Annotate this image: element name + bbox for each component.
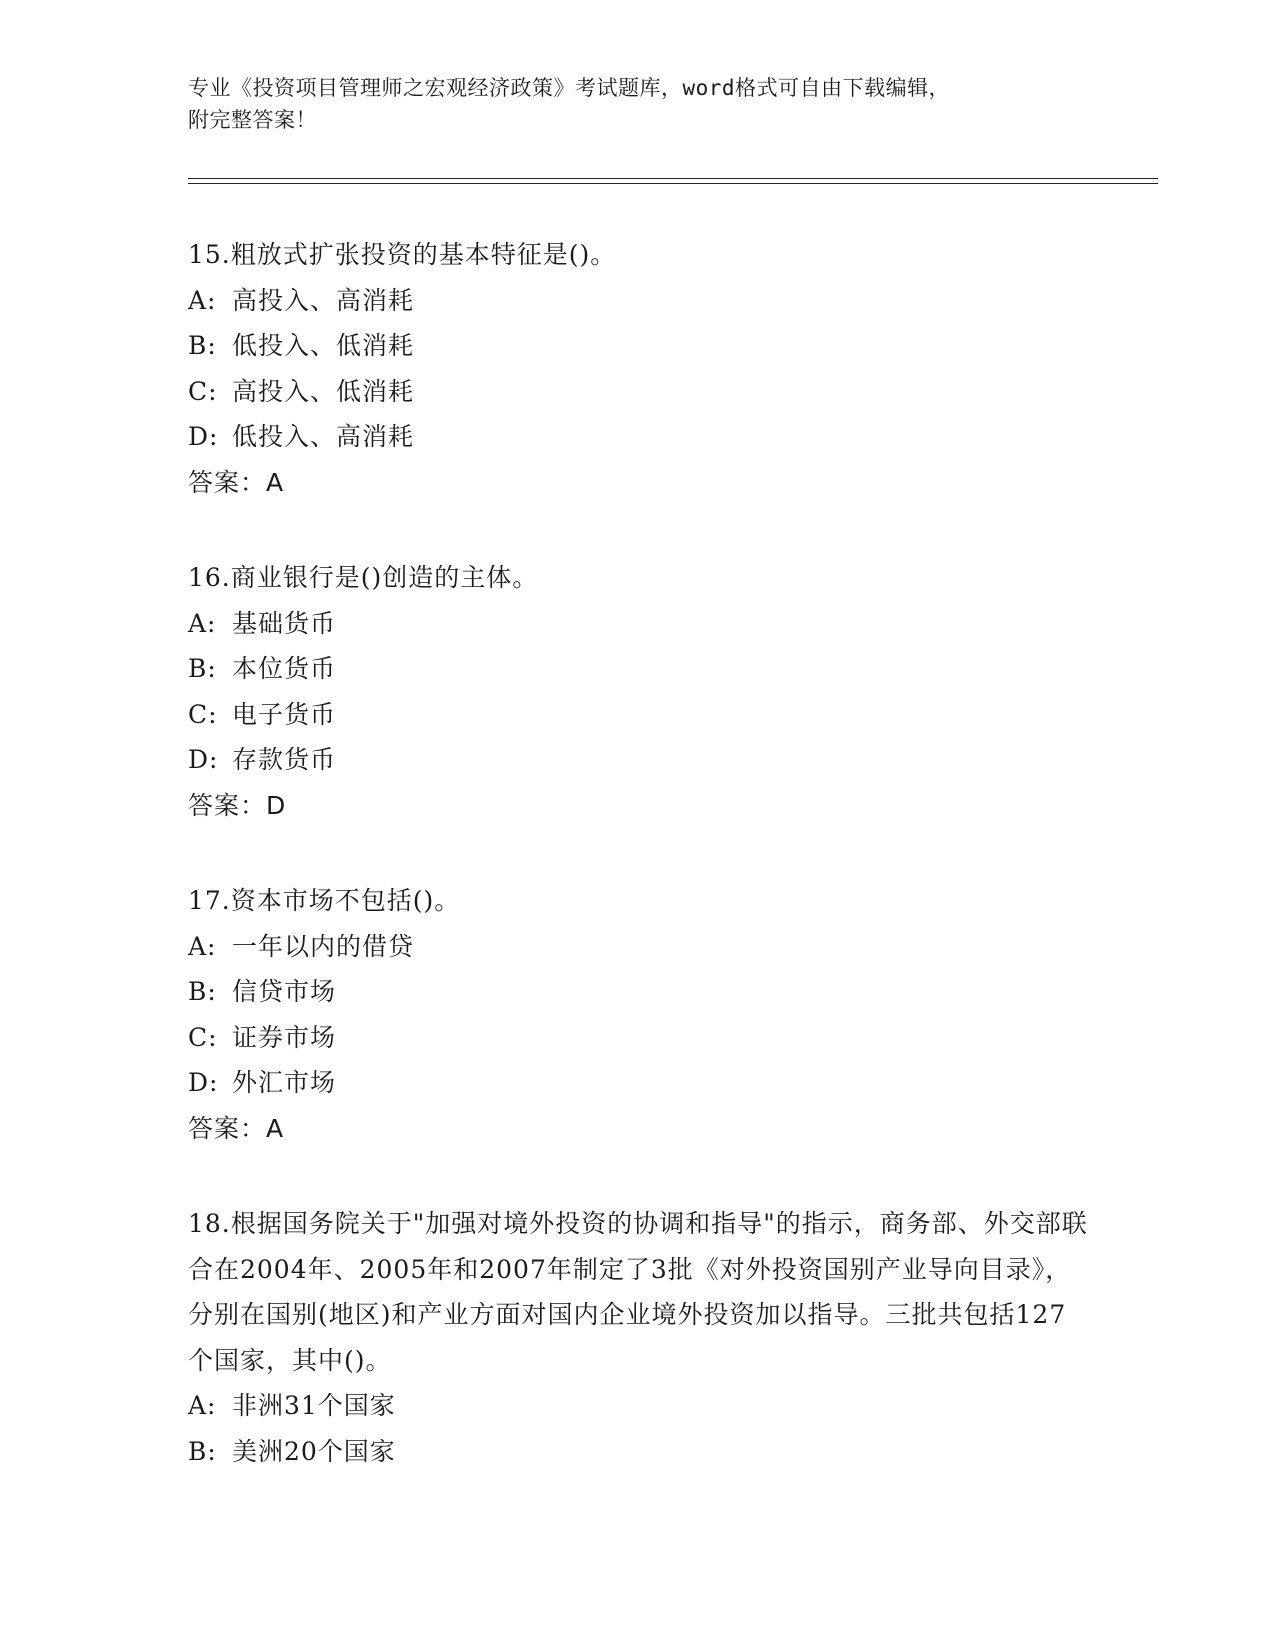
option-text: 高投入、高消耗 [232, 285, 415, 315]
option-a [188, 278, 1088, 324]
option-b [188, 1429, 1088, 1475]
option-d [188, 1060, 1088, 1106]
header-line-2: 附完整答案！ [188, 108, 317, 132]
option-text: 存款货币 [232, 745, 337, 774]
option-b [188, 969, 1088, 1015]
option-letter: B: [188, 1436, 217, 1466]
answer-line: 答案：A [188, 1113, 285, 1143]
option-letter: C: [188, 699, 218, 729]
option-letter: B: [188, 331, 217, 360]
header-divider-top [188, 178, 1158, 179]
question-stem: 15.粗放式扩张投资的基本特征是()。 [188, 240, 617, 269]
option-letter: A: [188, 1391, 217, 1420]
question-stem: 16.商业银行是()创造的主体。 [188, 563, 539, 592]
option-text: 高投入、低消耗 [232, 376, 415, 406]
option-text: 非洲31个国家 [232, 1391, 396, 1420]
question-16 [188, 555, 1088, 828]
option-b [188, 646, 1088, 692]
option-letter: A: [188, 285, 217, 315]
option-d [188, 737, 1088, 783]
option-letter: A: [188, 608, 217, 638]
option-c [188, 1015, 1088, 1061]
option-letter: D: [188, 745, 219, 774]
option-text: 信贷市场 [232, 977, 337, 1006]
option-b [188, 323, 1088, 369]
option-text: 一年以内的借贷 [232, 931, 415, 961]
option-c [188, 369, 1088, 415]
option-text: 基础货币 [232, 608, 337, 638]
header-divider-bottom [188, 183, 1158, 184]
option-text: 电子货币 [232, 699, 337, 729]
question-18 [188, 1201, 1088, 1474]
option-text: 低投入、高消耗 [232, 422, 415, 451]
answer-line: 答案：D [188, 790, 287, 820]
option-text: 证券市场 [232, 1022, 337, 1052]
answer-line: 答案：A [188, 467, 285, 497]
option-letter: C: [188, 1022, 218, 1052]
document-header [188, 72, 1068, 136]
option-a [188, 1383, 1088, 1429]
question-stem: 17.资本市场不包括()。 [188, 886, 461, 915]
option-text: 低投入、低消耗 [232, 331, 415, 360]
option-a [188, 601, 1088, 647]
question-17 [188, 878, 1088, 1151]
option-letter: B: [188, 654, 217, 683]
option-text: 外汇市场 [232, 1068, 337, 1097]
option-letter: D: [188, 422, 219, 451]
question-list [188, 232, 1088, 1524]
question-15 [188, 232, 1088, 505]
option-text: 美洲20个国家 [232, 1436, 396, 1466]
option-letter: D: [188, 1068, 219, 1097]
question-stem: 18.根据国务院关于"加强对境外投资的协调和指导"的指示，商务部、外交部联合在2004年、2005年和2007年制定了3批《对外投资国别产业导向目录》，分别在国别(地区)和产业方面对国内企业境外投资加以指导。三批共包括127个国家，其中()。 [188, 1209, 1088, 1375]
option-letter: B: [188, 977, 217, 1006]
header-line-1: 专业《投资项目管理师之宏观经济政策》考试题库，word格式可自由下载编辑， [188, 76, 951, 100]
option-letter: C: [188, 376, 218, 406]
option-letter: A: [188, 931, 217, 961]
option-a [188, 924, 1088, 970]
option-c [188, 692, 1088, 738]
option-d [188, 414, 1088, 460]
option-text: 本位货币 [232, 654, 337, 683]
